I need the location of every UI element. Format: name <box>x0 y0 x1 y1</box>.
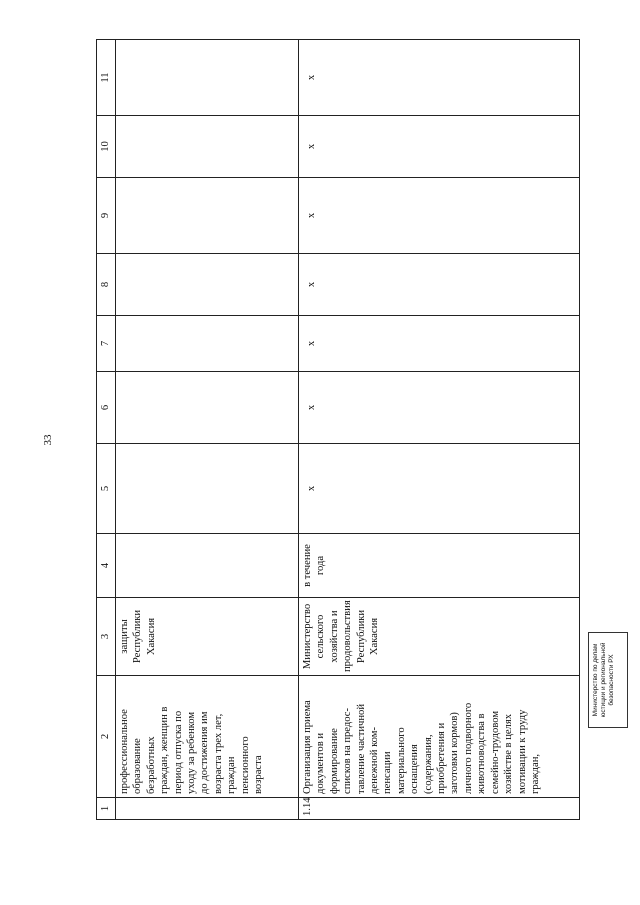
header-cell: 4 <box>97 534 116 598</box>
executor-cell: Министерство сельского хозяйства и продовольствия Республики Хакасия <box>299 598 580 676</box>
program-table <box>96 39 580 820</box>
header-cell: 8 <box>97 254 116 316</box>
value-cell <box>116 254 299 316</box>
header-cell: 6 <box>97 372 116 444</box>
header-row <box>97 40 116 820</box>
value-mark: х <box>306 143 317 150</box>
value-mark: х <box>306 74 317 81</box>
value-cell <box>299 316 580 372</box>
header-cell: 10 <box>97 116 116 178</box>
value-mark: х <box>306 340 317 347</box>
header-cell: 1 <box>97 798 116 820</box>
header-cell: 5 <box>97 444 116 534</box>
value-cell <box>116 372 299 444</box>
value-cell <box>299 40 580 116</box>
value-cell <box>299 116 580 178</box>
value-cell <box>299 444 580 534</box>
executor-cell: защиты Республики Хакасия <box>116 598 299 676</box>
value-cell <box>299 178 580 254</box>
value-mark: х <box>306 281 317 288</box>
value-cell <box>116 40 299 116</box>
value-cell <box>116 444 299 534</box>
rotated-table-container <box>96 40 580 820</box>
table-row <box>299 40 580 820</box>
row-number-cell: 1.14 <box>299 798 580 820</box>
activity-cell: Организация приема документов и формирование списков на предос- тавление частичной денежной ком- пенсации материального оснащения (содержания, приобретения и заготовки кормов) личного подворного животноводства в семейно-трудовом хозяйстве в целях мотивации к труду граждан, <box>299 676 580 798</box>
value-cell <box>299 372 580 444</box>
header-cell: 2 <box>97 676 116 798</box>
registration-stamp: Министерство по делам юстиции и региональной безопасности РХ <box>588 632 628 728</box>
term-cell: в течение года <box>299 534 580 598</box>
value-cell <box>116 178 299 254</box>
header-cell: 9 <box>97 178 116 254</box>
table-row <box>116 40 299 820</box>
header-cell: 7 <box>97 316 116 372</box>
value-mark: х <box>306 485 317 492</box>
value-mark: х <box>306 212 317 219</box>
row-number-cell <box>116 798 299 820</box>
header-cell: 3 <box>97 598 116 676</box>
header-cell: 11 <box>97 40 116 116</box>
value-cell <box>116 116 299 178</box>
value-cell <box>116 316 299 372</box>
term-cell <box>116 534 299 598</box>
value-cell <box>299 254 580 316</box>
page-number: 33 <box>42 434 54 446</box>
activity-cell: профессиональное образование безработных граждан, женщин в период отпуска по уходу за ребенком до достижения им возраста трех лет, граждан пенсионного возраста <box>116 676 299 798</box>
value-mark: х <box>306 404 317 411</box>
